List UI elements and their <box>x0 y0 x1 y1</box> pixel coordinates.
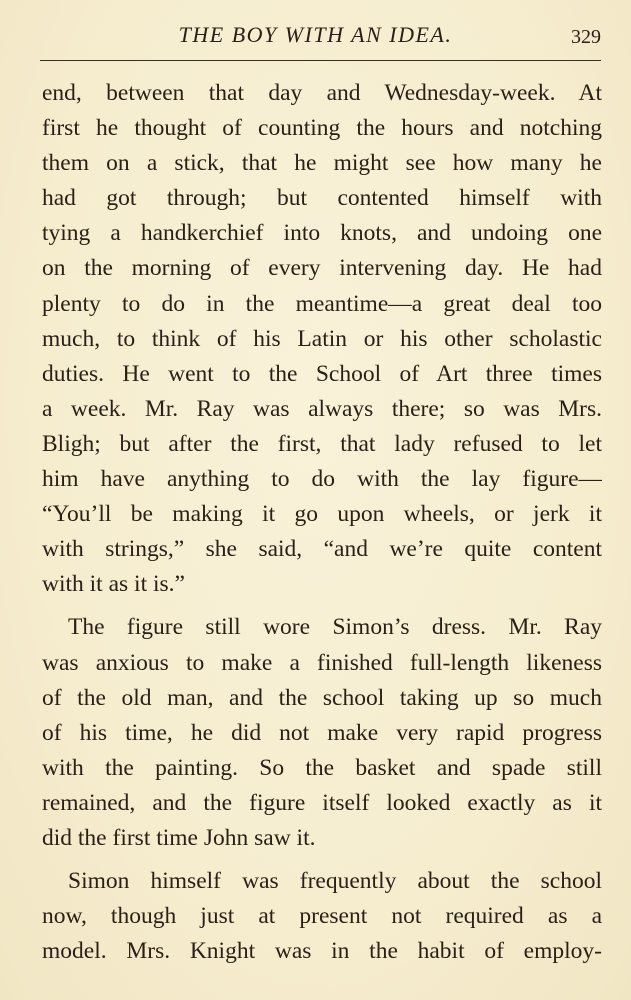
text-line: with it as it is.” <box>42 571 185 598</box>
paragraph-1 <box>42 76 602 602</box>
text-line: remained, and the figure itself looked exactly as it <box>42 789 602 816</box>
text-line: them on a stick, that he might see how many he <box>42 150 602 177</box>
text-line: duties. He went to the School of Art three times <box>42 360 602 387</box>
text-line: a week. Mr. Ray was always there; so was Mrs. <box>42 395 602 422</box>
running-head <box>0 22 631 52</box>
text-line: had got through; but contented himself with <box>42 185 602 212</box>
text-line: “You’ll be making it go upon wheels, or jerk it <box>42 501 602 528</box>
text-line: did the first time John saw it. <box>42 824 316 851</box>
paragraph-gap <box>42 856 602 864</box>
text-line: on the morning of every intervening day. He had <box>42 255 602 282</box>
text-line: was anxious to make a finished full-length likeness <box>42 649 602 676</box>
body-text <box>42 76 602 969</box>
text-line: plenty to do in the meantime—a great deal too <box>42 290 602 317</box>
page-number: 329 <box>571 26 601 48</box>
text-line: The figure still wore Simon’s dress. Mr. Ray <box>68 614 602 641</box>
text-line: first he thought of counting the hours and notching <box>42 115 602 142</box>
text-line: now, though just at present not required as a <box>42 903 602 930</box>
running-title: THE BOY WITH AN IDEA. <box>178 22 453 47</box>
text-line: Bligh; but after the first, that lady refused to let <box>42 430 602 457</box>
text-line: of the old man, and the school taking up so much <box>42 684 602 711</box>
paragraph-2 <box>42 610 602 856</box>
text-line: him have anything to do with the lay figure— <box>42 466 602 493</box>
text-line: Simon himself was frequently about the school <box>68 868 602 895</box>
paragraph-3 <box>42 864 602 969</box>
text-line: of his time, he did not make very rapid progress <box>42 719 602 746</box>
text-line: with strings,” she said, “and we’re quite content <box>42 536 602 563</box>
text-line: with the painting. So the basket and spade still <box>42 754 602 781</box>
text-line: model. Mrs. Knight was in the habit of employ- <box>42 938 602 965</box>
text-line: end, between that day and Wednesday-week. At <box>42 80 602 106</box>
text-line: tying a handkerchief into knots, and undoing one <box>42 220 602 247</box>
text-line: much, to think of his Latin or his other scholastic <box>42 325 602 352</box>
header-rule <box>40 60 601 61</box>
paragraph-gap <box>42 602 602 610</box>
